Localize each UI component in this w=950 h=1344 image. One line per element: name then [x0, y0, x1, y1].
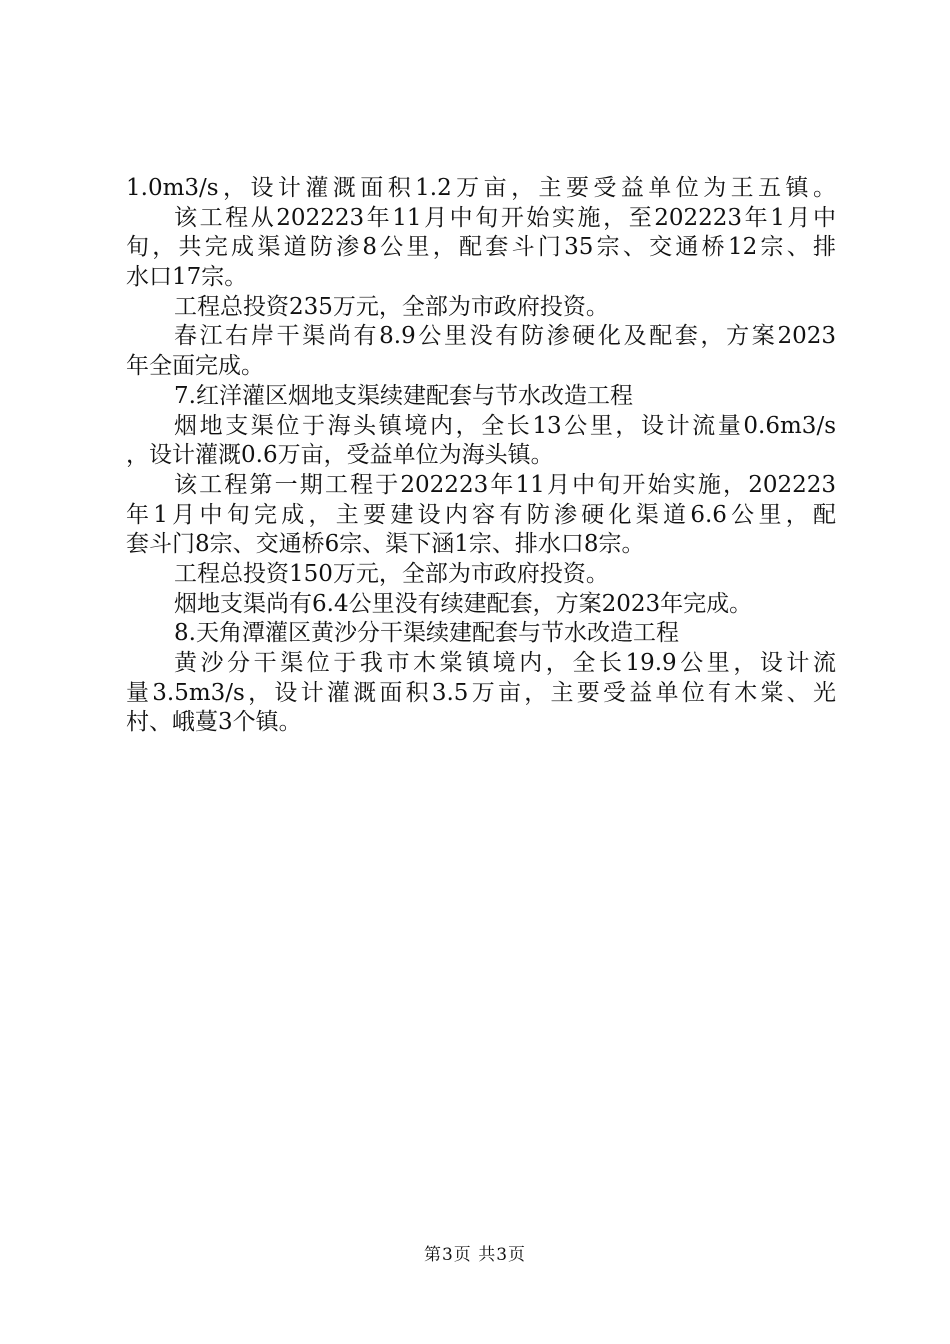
document-body [126, 174, 836, 738]
text-line: 量3.5m3/s，设计灌溉面积3.5万亩，主要受益单位有木棠、光 [126, 679, 836, 706]
text-line: 工程总投资150万元，全部为市政府投资。 [174, 560, 609, 587]
text-line: 黄沙分干渠位于我市木棠镇境内，全长19.9公里，设计流 [174, 650, 836, 676]
text-line: 套斗门8宗、交通桥6宗、渠下涵1宗、排水口8宗。 [126, 531, 645, 558]
text-line: 村、峨蔓3个镇。 [126, 709, 302, 736]
text-line: ，设计灌溉0.6万亩，受益单位为海头镇。 [126, 442, 554, 469]
text-line: 工程总投资235万元，全部为市政府投资。 [174, 293, 609, 320]
text-line: 该工程第一期工程于202223年11月中旬开始实施，202223 [174, 471, 836, 498]
text-line: 旬，共完成渠道防渗8公里，配套斗门35宗、交通桥12宗、排 [126, 234, 836, 261]
text-line: 春江右岸干渠尚有8.9公里没有防渗硬化及配套，方案2023 [174, 323, 836, 350]
text-line: 水口17宗。 [126, 264, 248, 291]
text-line: 年全面完成。 [126, 353, 264, 380]
text-line: 该工程从202223年11月中旬开始实施，至202223年1月中 [174, 204, 836, 231]
text-line: 年1月中旬完成，主要建设内容有防渗硬化渠道6.6公里，配 [126, 501, 836, 528]
text-line: 1.0m3/s，设计灌溉面积1.2万亩，主要受益单位为王五镇。 [126, 175, 836, 201]
text-line: 烟地支渠尚有6.4公里没有续建配套，方案2023年完成。 [174, 590, 753, 617]
section-heading: 8.天角潭灌区黄沙分干渠续建配套与节水改造工程 [174, 620, 679, 647]
page-number-footer: 第3页 共3页 [423, 1245, 527, 1265]
text-line: 烟地支渠位于海头镇境内，全长13公里，设计流量0.6m3/s [174, 412, 836, 439]
section-heading: 7.红洋灌区烟地支渠续建配套与节水改造工程 [174, 382, 633, 409]
